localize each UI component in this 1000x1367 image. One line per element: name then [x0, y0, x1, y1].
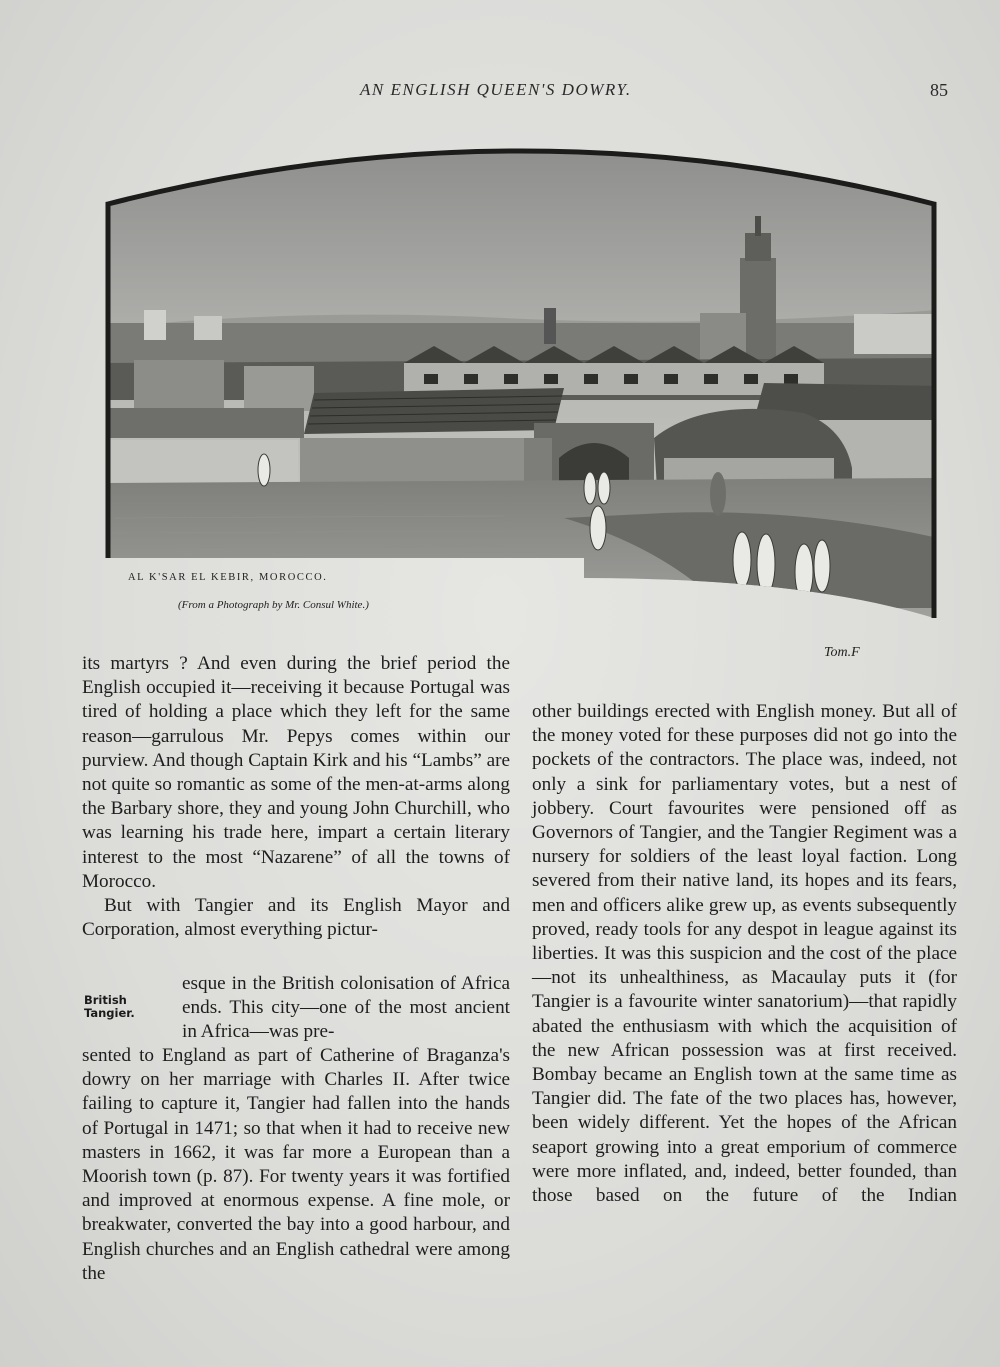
page-number: 85 — [930, 80, 948, 100]
paragraph-wrap-text: esque in the British colonisation of Africa ends. This city—one of the most ancient in Africa—was pre- — [182, 973, 510, 1043]
figure-credit: (From a Photograph by Mr. Consul White.) — [178, 599, 369, 611]
marginal-note-line1: British — [84, 993, 127, 1007]
running-head: AN ENGLISH QUEEN'S DOWRY. — [360, 80, 632, 99]
paragraph-tangier-start: But with Tangier and its English Mayor and Corporation, almost everything pictur- — [82, 895, 510, 941]
marginal-note-line2: Tangier. — [84, 1006, 135, 1020]
left-column-top — [82, 652, 510, 942]
paragraph-dowry: sented to England as part of Catherine of Braganza's dowry on her marriage with Charles II. After twice failing to capture it, Tangier had fallen into the hands of Portugal in 1471; so that when it had to receive new masters in 1662, it was far more a European than a Moorish town (p. 87). For twenty years it was fortified and improved at enormous expense. A fine mole, or breakwater, converted the bay into a good harbour, and English churches and an English cathedral were among the — [82, 1045, 510, 1284]
left-column-wrap — [182, 972, 510, 1045]
left-column-bottom — [82, 1044, 510, 1286]
illustrator-signature: Tom.F — [824, 645, 860, 658]
figure-caption: AL K'SAR EL KEBIR, MOROCCO. — [128, 572, 328, 583]
paragraph-martyrs: its martyrs ? And even during the brief period the English occupied it—receiving it because Portugal was tired of holding a place which they left for the same reason—garrulous Mr. Pepys comes within our purview. And though Captain Kirk and his “Lambs” are not quite so romantic as some of the men-at-arms along the Barbary shore, they and young John Churchill, who was learning his trade here, impart a certain literary interest to the most “Nazarene” of all the towns of Morocco. — [82, 653, 510, 892]
paragraph-buildings: other buildings erected with English money. But all of the money voted for these purposes did not go into the pockets of the contractors. The place was, indeed, not only a sink for parliamentary votes, but a nest of jobbery. Court favourites were pensioned off as Governors of Tangier, and the Tangier Regiment was a nursery for soldiers of the least loyal faction. Long severed from their native land, its hopes and its fears, men and officers alike grew up, as events subsequently proved, ready tools for any despot in league against its liberties. It was this suspicion and the cost of the place—not its unhealthiness, as Macaulay puts it (for Tangier is a favourite winter sanatorium)—that rapidly abated the enthusiasm with which the acquisition of the new African possession was at first received. Bombay became an English town at the same time as Tangier did. The fate of the two places has, however, been widely different. Yet the hopes of the African seaport growing into a great emporium of commerce were more inflated, and, indeed, better founded, than those based on the future of the Indian — [532, 701, 957, 1207]
marginal-note — [84, 994, 135, 1020]
right-column — [532, 700, 957, 1208]
